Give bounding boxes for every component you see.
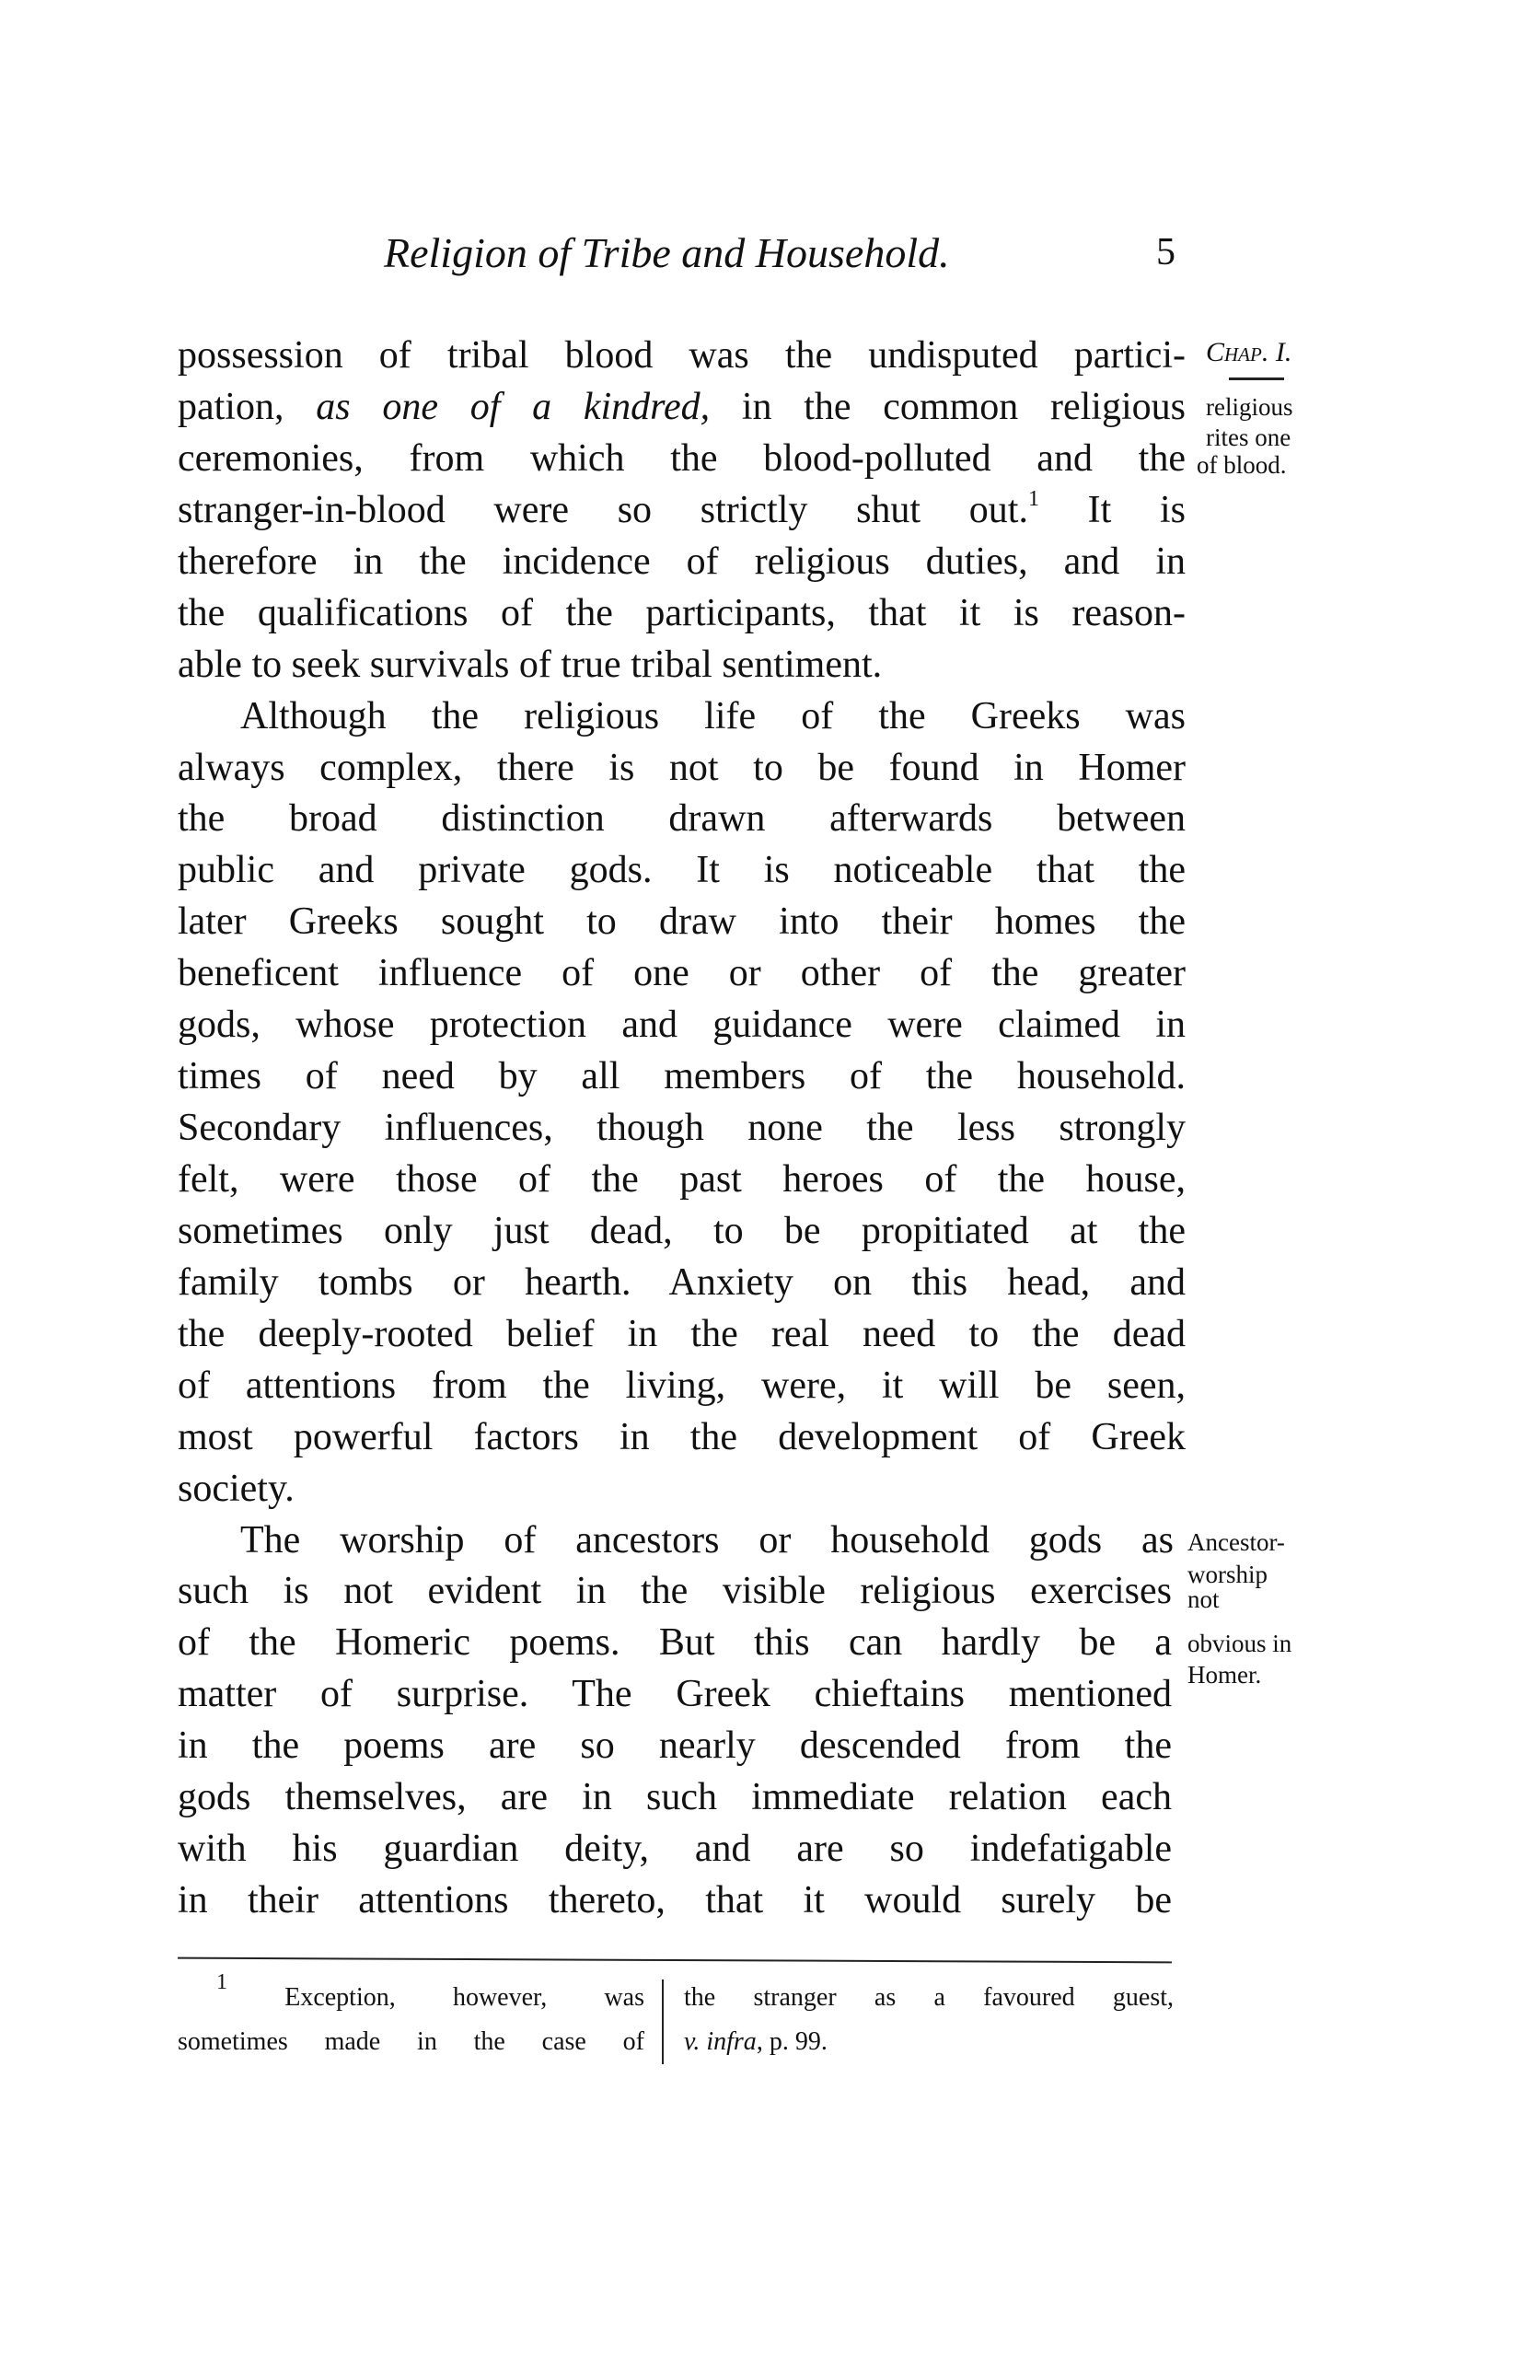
text-line: ceremonies, from which the blood-polluted and the <box>178 437 1186 480</box>
text-line: the deeply-rooted belief in the real need to the dead <box>178 1313 1186 1355</box>
text-line: public and private gods. It is noticeable that the <box>178 849 1186 891</box>
text-line: most powerful factors in the development of Greek <box>178 1416 1186 1458</box>
margin-note-line: rites one <box>1206 424 1291 451</box>
italic-phrase: as one of a kindred, <box>316 386 711 428</box>
text-line: with his guardian deity, and are so indefatigable <box>178 1828 1172 1870</box>
text-line: the qualifications of the participants, that it is reason- <box>178 592 1186 634</box>
text-line: society. <box>178 1468 295 1510</box>
margin-note-line: Ancestor- <box>1187 1528 1285 1556</box>
text-line: such is not evident in the visible religious exercises <box>178 1570 1172 1612</box>
text-line: gods, whose protection and guidance were claimed in <box>178 1004 1186 1046</box>
text-line: family tombs or hearth. Anxiety on this head, and <box>178 1261 1186 1304</box>
footnote-ref: 1 <box>1027 487 1039 511</box>
running-title: Religion of Tribe and Household. <box>384 229 950 276</box>
margin-note-line: religious <box>1206 393 1293 421</box>
margin-note-line: not <box>1187 1585 1220 1613</box>
text-line: always complex, there is not to be found in Homer <box>178 747 1186 789</box>
text-line: matter of surprise. The Greek chieftains mentioned <box>178 1673 1172 1715</box>
text-line: the broad distinction drawn afterwards between <box>178 797 1186 840</box>
column-divider <box>662 1979 664 2064</box>
text-line: therefore in the incidence of religious duties, and in <box>178 540 1186 583</box>
page-number: 5 <box>1156 231 1175 273</box>
text-line <box>178 484 1186 536</box>
italic-phrase: v. infra <box>684 2027 757 2056</box>
text-line: possession of tribal blood was the undisputed partici- <box>178 334 1186 377</box>
footnote-line <box>216 1970 644 2020</box>
text-span: , p. 99. <box>756 2027 828 2056</box>
text-line: times of need by all members of the household. <box>178 1055 1186 1097</box>
text-line: sometimes only just dead, to be propitiated at the <box>178 1210 1186 1252</box>
chapter-label: Chap. I. <box>1206 337 1292 367</box>
chapter-rule <box>1229 377 1284 380</box>
text-line: later Greeks sought to draw into their homes the <box>178 900 1186 943</box>
text-span: It is <box>1038 489 1186 531</box>
text-line: able to seek survivals of true tribal sentiment. <box>178 644 883 686</box>
text-line: of the Homeric poems. But this can hardly be a <box>178 1621 1172 1664</box>
text-line: in their attentions thereto, that it would surely be <box>178 1879 1172 1921</box>
text-line: beneficent influence of one or other of the greater <box>178 952 1186 994</box>
footnote-line: the stranger as a favoured guest, <box>684 1983 1174 2012</box>
margin-note-line: of blood. <box>1197 451 1287 479</box>
text-span: in the common religious <box>710 386 1186 428</box>
text-line: Secondary influences, though none the less strongly <box>178 1107 1186 1149</box>
text-line: gods themselves, are in such immediate relation each <box>178 1776 1172 1818</box>
text-span: Exception, however, was <box>284 1983 644 2012</box>
text-line <box>178 381 1186 433</box>
footnote-line <box>684 2020 828 2064</box>
margin-note-line: worship <box>1187 1561 1268 1588</box>
text-line: The worship of ancestors or household gods as <box>240 1519 1174 1562</box>
footnote-line: sometimes made in the case of <box>178 2027 644 2056</box>
text-span: pation, <box>178 386 317 428</box>
margin-note-line: Homer. <box>1187 1661 1262 1689</box>
text-line: of attentions from the living, were, it will be seen, <box>178 1364 1186 1407</box>
text-line: in the poems are so nearly descended from the <box>178 1724 1172 1767</box>
text-line: felt, were those of the past heroes of the house, <box>178 1158 1186 1201</box>
margin-note-line: obvious in <box>1187 1630 1292 1657</box>
footnote-marker: 1 <box>216 1970 227 1994</box>
footnote-rule <box>178 1957 1172 1964</box>
text-span: stranger-in-blood were so strictly shut out. <box>178 489 1028 531</box>
text-line: Although the religious life of the Greeks was <box>240 695 1186 737</box>
